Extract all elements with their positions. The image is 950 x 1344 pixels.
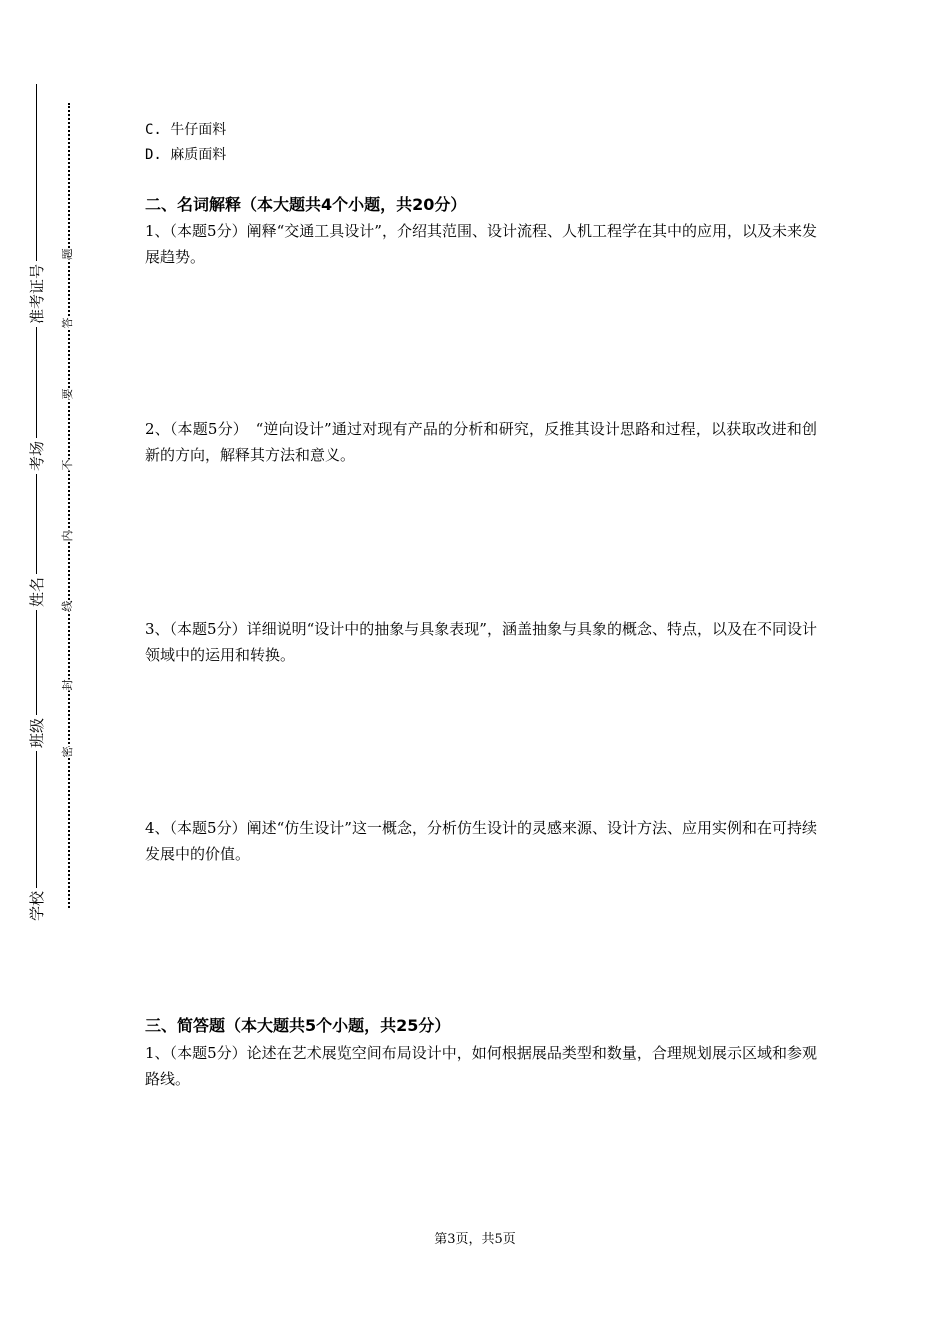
question-3-1: 1、（本题5分）论述在艺术展览空间布局设计中，如何根据展品类型和数量，合理规划展示区域和参观路线。 — [145, 1044, 817, 1088]
seal-char: 答 — [61, 317, 74, 329]
option-d: D. 麻质面料 — [145, 147, 227, 163]
section3-heading: 三、简答题（本大题共5个小题，共25分） — [145, 1016, 451, 1035]
seal-char: 题 — [61, 248, 74, 260]
binding-solid-line — [36, 84, 37, 924]
exam-number-label: 准考证号 — [29, 261, 45, 327]
seal-char: 线 — [61, 600, 74, 612]
option-c: C. 牛仔面料 — [145, 122, 227, 138]
question-2-2: 2、（本题5分） “逆向设计”通过对现有产品的分析和研究，反推其设计思路和过程，以获取改进和创新的方向，解释其方法和意义。 — [145, 420, 817, 464]
school-label: 学校 — [29, 888, 45, 924]
class-label: 班级 — [29, 715, 45, 751]
exam-room-label: 考场 — [29, 438, 45, 474]
seal-dotted-line — [68, 103, 70, 908]
seal-char: 密 — [61, 746, 74, 758]
seal-char: 不 — [61, 459, 74, 471]
question-2-3: 3、（本题5分）详细说明“设计中的抽象与具象表现”，涵盖抽象与具象的概念、特点，以及在不同设计领域中的运用和转换。 — [145, 620, 817, 664]
page-footer: 第3页，共5页 — [434, 1232, 516, 1247]
question-2-1: 1、（本题5分）阐释“交通工具设计”，介绍其范围、设计流程、人机工程学在其中的应用，以及未来发展趋势。 — [145, 222, 817, 266]
seal-char: 封 — [61, 679, 74, 691]
seal-char: 要 — [61, 388, 74, 400]
question-2-4: 4、（本题5分）阐述“仿生设计”这一概念，分析仿生设计的灵感来源、设计方法、应用实例和在可持续发展中的价值。 — [145, 819, 817, 863]
section2-heading: 二、名词解释（本大题共4个小题，共20分） — [145, 195, 467, 214]
seal-char: 内 — [61, 530, 74, 542]
name-label: 姓名 — [29, 574, 45, 610]
